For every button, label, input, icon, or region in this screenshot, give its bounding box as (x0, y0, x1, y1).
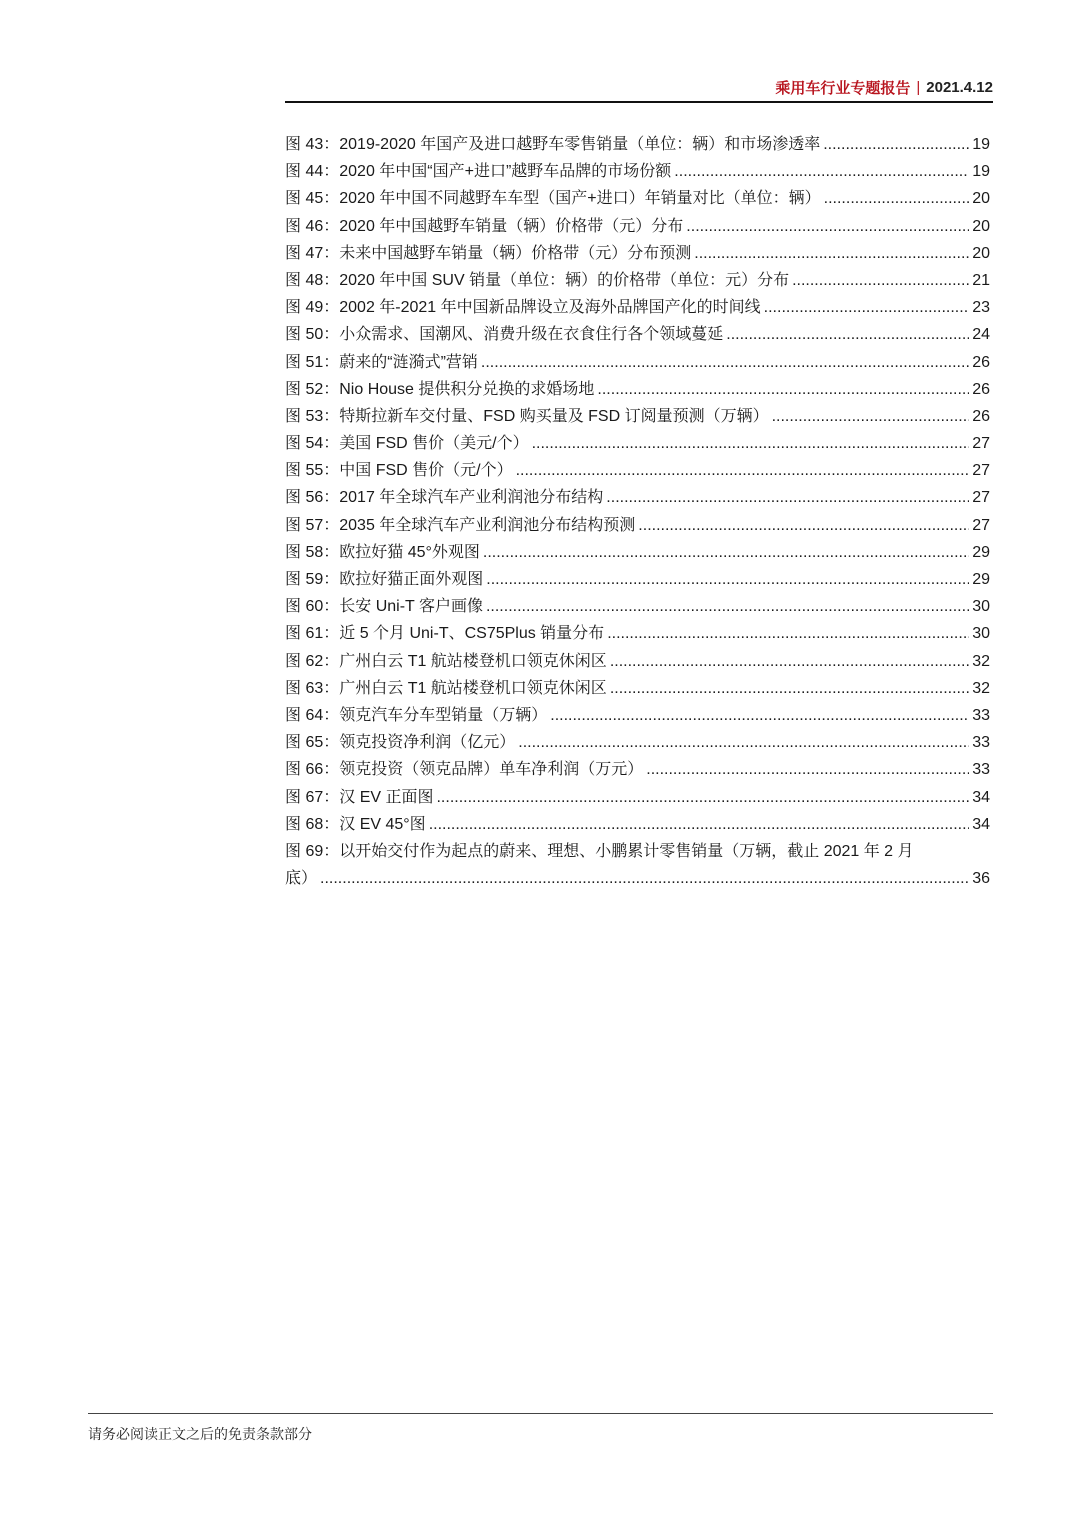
toc-label: 图 64：领克汽车分车型销量（万辆） (285, 706, 548, 724)
toc-page-number: 26 (972, 353, 990, 371)
toc-label: 图 50：小众需求、国潮风、消费升级在衣食住行各个领域蔓延 (285, 326, 724, 344)
toc-label: 图 60：长安 Uni-T 客户画像 (285, 598, 483, 616)
toc-page-number: 33 (972, 734, 990, 752)
toc-label: 图 52：Nio House 提供积分兑换的求婚场地 (285, 380, 595, 398)
leader-dots (320, 865, 969, 892)
toc-page-number: 29 (972, 543, 990, 561)
toc-page-number: 34 (972, 788, 990, 806)
leader-dots (429, 811, 970, 838)
toc-page-number: 30 (972, 625, 990, 643)
report-date: 2021.4.12 (926, 78, 993, 96)
toc-label: 图 48：2020 年中国 SUV 销量（单位：辆）的价格带（单位：元）分布 (285, 271, 790, 289)
leader-dots (792, 267, 969, 294)
toc-page-number: 29 (972, 571, 990, 588)
toc-entry-54[interactable] (285, 430, 990, 457)
toc-label: 图 54：美国 FSD 售价（美元/个） (285, 435, 529, 453)
leader-dots (486, 593, 969, 620)
leader-dots (486, 566, 969, 593)
toc-entry-61[interactable] (285, 620, 990, 647)
toc-label: 图 61：近 5 个月 Uni-T、CS75Plus 销量分布 (285, 625, 605, 643)
toc-label: 图 65：领克投资净利润（亿元） (285, 734, 516, 752)
toc-entry-47[interactable] (285, 240, 990, 267)
leader-dots (772, 403, 970, 430)
toc-page-number: 27 (972, 489, 990, 507)
toc-entry-52[interactable] (285, 376, 990, 403)
leader-dots (646, 756, 969, 783)
toc-entry-59[interactable] (285, 566, 990, 593)
toc-entry-68[interactable] (285, 811, 990, 838)
toc-page-number: 27 (972, 462, 990, 480)
leader-dots (550, 702, 969, 729)
leader-dots (516, 457, 970, 484)
leader-dots (597, 376, 969, 403)
toc-label: 图 44：2020 年中国“国产+进口”越野车品牌的市场份额 (285, 163, 672, 181)
leader-dots (764, 294, 970, 321)
leader-dots (674, 158, 969, 185)
toc-page-number: 19 (972, 136, 990, 153)
toc-label: 图 66：领克投资（领克品牌）单车净利润（万元） (285, 761, 644, 779)
leader-dots (436, 784, 969, 811)
toc-label: 图 58：欧拉好猫 45°外观图 (285, 543, 480, 561)
leader-dots (607, 620, 969, 647)
toc-entry-53[interactable] (285, 403, 990, 430)
toc-page-number: 21 (972, 271, 990, 289)
toc-page-number: 27 (972, 435, 990, 453)
toc-label: 图 51：蔚来的“涟漪式”营销 (285, 353, 478, 371)
footer-rule (88, 1413, 993, 1414)
toc-page-number: 20 (972, 190, 990, 208)
toc-page-number: 32 (972, 679, 990, 697)
header-separator: | (916, 78, 921, 96)
toc-entry-65[interactable] (285, 729, 990, 756)
toc-label: 图 56：2017 年全球汽车产业利润池分布结构 (285, 489, 604, 507)
toc-entry-43[interactable] (285, 131, 990, 158)
leader-dots (823, 131, 969, 158)
report-title: 乘用车行业专题报告 (775, 79, 911, 97)
toc-label: 图 62：广州白云 T1 航站楼登机口领克休闲区 (285, 652, 607, 670)
toc-page-number: 33 (972, 761, 990, 779)
toc-entry-48[interactable] (285, 267, 990, 294)
toc-page-number: 26 (972, 407, 990, 425)
toc-entry-69[interactable] (285, 838, 990, 865)
toc-entry-64[interactable] (285, 702, 990, 729)
toc-label-continued: 底） (285, 870, 318, 888)
toc-label: 图 43：2019-2020 年国产及进口越野车零售销量（单位：辆）和市场渗透率 (285, 136, 821, 153)
toc-label: 图 69：以开始交付作为起点的蔚来、理想、小鹏累计零售销量（万辆，截止 2021 年 2 月 (285, 842, 914, 860)
leader-dots (518, 729, 969, 756)
toc-entry-67[interactable] (285, 784, 990, 811)
toc-page-number: 19 (972, 163, 990, 181)
toc-page-number: 30 (972, 598, 990, 616)
toc-label: 图 67：汉 EV 正面图 (285, 788, 434, 806)
leader-dots (532, 430, 970, 457)
footer-disclaimer: 请务必阅读正文之后的免责条款部分 (88, 1426, 312, 1442)
toc-entry-69-continued[interactable] (285, 865, 990, 892)
toc-label: 图 68：汉 EV 45°图 (285, 815, 426, 833)
toc-label: 图 63：广州白云 T1 航站楼登机口领克休闲区 (285, 679, 607, 697)
toc-entry-50[interactable] (285, 321, 990, 348)
toc-label: 图 53：特斯拉新车交付量、FSD 购买量及 FSD 订阅量预测（万辆） (285, 407, 769, 425)
toc-entry-55[interactable] (285, 457, 990, 484)
leader-dots (481, 349, 969, 376)
toc-entry-62[interactable] (285, 648, 990, 675)
toc-entry-63[interactable] (285, 675, 990, 702)
toc-page-number: 20 (972, 244, 990, 262)
leader-dots (610, 648, 969, 675)
header-rule (285, 101, 993, 103)
leader-dots (483, 539, 969, 566)
toc-label: 图 59：欧拉好猫正面外观图 (285, 571, 484, 588)
toc-page-number: 32 (972, 652, 990, 670)
toc-entry-46[interactable] (285, 213, 990, 240)
table-of-figures (285, 131, 990, 892)
toc-page-number: 26 (972, 380, 990, 398)
leader-dots (638, 512, 969, 539)
toc-label: 图 55：中国 FSD 售价（元/个） (285, 462, 513, 480)
toc-page-number: 23 (972, 299, 990, 317)
toc-page-number: 33 (972, 706, 990, 724)
toc-entry-51[interactable] (285, 349, 990, 376)
toc-label: 图 45：2020 年中国不同越野车车型（国产+进口）年销量对比（单位：辆） (285, 190, 821, 208)
toc-page-number: 36 (972, 870, 990, 888)
toc-entry-44[interactable] (285, 158, 990, 185)
leader-dots (610, 675, 969, 702)
toc-entry-45[interactable] (285, 185, 990, 212)
toc-entry-58[interactable] (285, 539, 990, 566)
toc-entry-66[interactable] (285, 756, 990, 783)
leader-dots (824, 185, 970, 212)
leader-dots (694, 240, 969, 267)
leader-dots (686, 213, 969, 240)
toc-entry-49[interactable] (285, 294, 990, 321)
toc-label: 图 57：2035 年全球汽车产业利润池分布结构预测 (285, 516, 636, 534)
toc-entry-57[interactable] (285, 512, 990, 539)
toc-page-number: 27 (972, 516, 990, 534)
toc-label: 图 46：2020 年中国越野车销量（辆）价格带（元）分布 (285, 217, 684, 235)
toc-page-number: 24 (972, 326, 990, 344)
toc-entry-60[interactable] (285, 593, 990, 620)
toc-label: 图 47：未来中国越野车销量（辆）价格带（元）分布预测 (285, 244, 692, 262)
toc-page-number: 20 (972, 217, 990, 235)
page-header (285, 74, 993, 100)
toc-page-number: 34 (972, 815, 990, 833)
toc-entry-56[interactable] (285, 484, 990, 511)
leader-dots (726, 321, 969, 348)
leader-dots (606, 484, 969, 511)
toc-label: 图 49：2002 年-2021 年中国新品牌设立及海外品牌国产化的时间线 (285, 299, 761, 317)
